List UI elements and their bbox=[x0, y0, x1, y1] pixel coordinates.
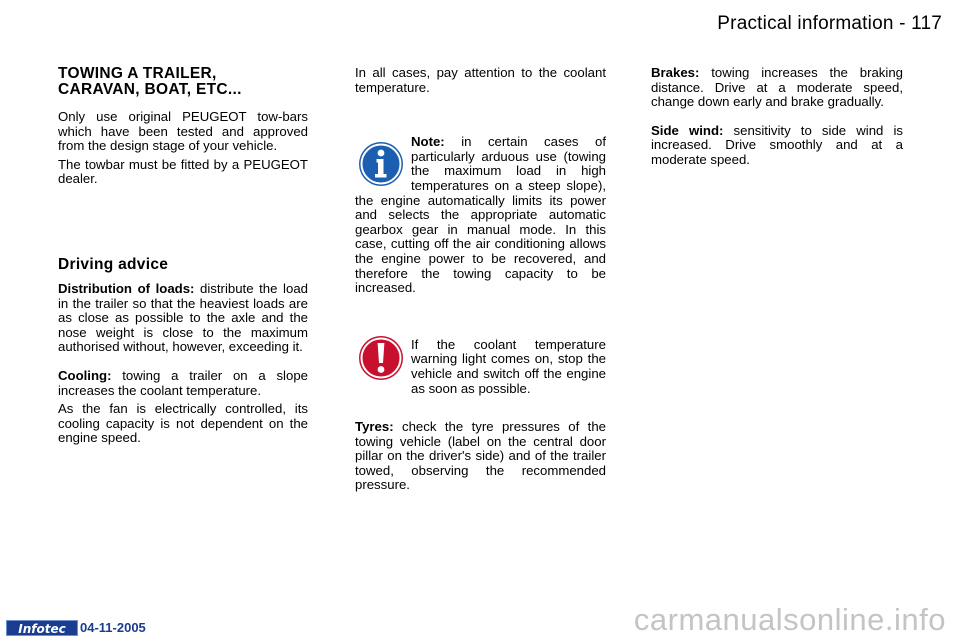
driving-advice-title: Driving advice bbox=[58, 255, 169, 273]
column-right bbox=[651, 66, 903, 168]
cooling-text: towing a trailer on a slope increases the coolant temperature. bbox=[58, 367, 308, 398]
note-block bbox=[355, 135, 606, 296]
watermark: carmanualsonline.info bbox=[633, 602, 946, 637]
column-middle bbox=[355, 66, 606, 493]
info-icon bbox=[355, 138, 407, 190]
note-text: in certain cases of particularly arduous use (towing the maximum load in high temperatures on a steep slope), the engine automatically limits its power and selects the appropriate automatic gearbox gear in manual mode. In this case, cutting off the air conditioning allows the engine power to be recovered, and therefore the towing capacity to be increased. bbox=[355, 134, 606, 296]
warning-paragraph: If the coolant temperature warning light comes on, stop the vehicle and switch off the engine as soon as possible. bbox=[411, 336, 606, 396]
section-title-line2: CARAVAN, BOAT, ETC... bbox=[58, 81, 242, 98]
tyres-paragraph bbox=[355, 420, 606, 493]
side-wind-text: sensitivity to side wind is increased. Drive smoothly and at a moderate speed. bbox=[651, 122, 904, 167]
brakes-paragraph bbox=[651, 66, 903, 110]
warning-icon bbox=[355, 332, 407, 384]
brakes-label: Brakes: bbox=[651, 65, 700, 80]
section-title-line1: TOWING A TRAILER, bbox=[58, 65, 217, 82]
brakes-text: towing increases the braking distance. Drive at a moderate speed, change down early and brake gradually. bbox=[651, 65, 903, 110]
section-title bbox=[58, 66, 308, 98]
towbar-paragraph: Only use original PEUGEOT tow-bars which have been tested and approved from the design stage of your vehicle. bbox=[58, 109, 308, 154]
coolant-intro: In all cases, pay attention to the coolant temperature. bbox=[355, 65, 606, 95]
column-left bbox=[58, 66, 308, 446]
tyres-text: check the tyre pressures of the towing vehicle (label on the central door pillar on the driver's side) and of the trailer towed, observing the recommended pressure. bbox=[355, 419, 606, 493]
side-wind-paragraph bbox=[651, 124, 903, 168]
loads-paragraph bbox=[58, 282, 308, 355]
footer-date: 04-11-2005 bbox=[80, 620, 146, 635]
note-label: Note: bbox=[411, 134, 445, 150]
fan-paragraph: As the fan is electrically controlled, its cooling capacity is not dependent on the engine speed. bbox=[58, 401, 308, 446]
warning-block bbox=[355, 338, 606, 396]
infotec-logo: Infotec bbox=[6, 620, 78, 636]
loads-label: Distribution of loads: bbox=[58, 280, 195, 296]
tyres-label: Tyres: bbox=[355, 419, 394, 435]
side-wind-label: Side wind: bbox=[651, 122, 724, 138]
cooling-paragraph bbox=[58, 369, 308, 398]
dealer-paragraph: The towbar must be fitted by a PEUGEOT dealer. bbox=[58, 156, 308, 187]
page-header: Practical information - 117 bbox=[717, 13, 942, 34]
cooling-label: Cooling: bbox=[58, 367, 112, 383]
loads-text: distribute the load in the trailer so that the heaviest loads are as close as possible to the axle and the nose weight is close to the maximum authorised without, however, exceeding it. bbox=[58, 280, 308, 355]
